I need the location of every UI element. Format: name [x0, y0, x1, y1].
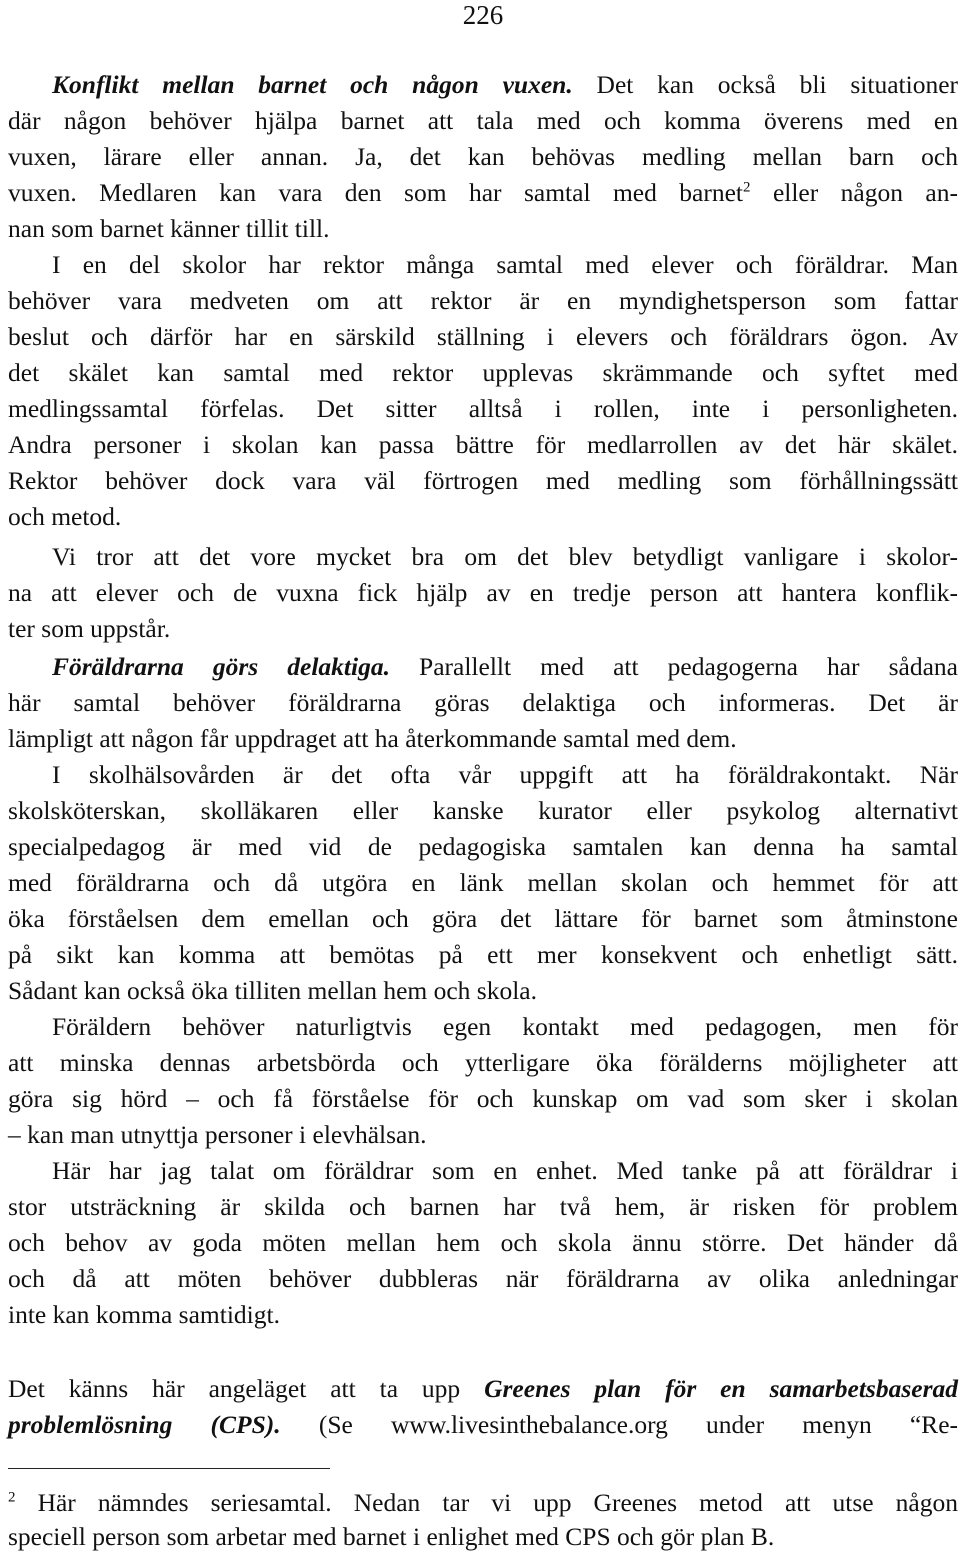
paragraph-line: på sikt kan komma att bemötas på ett mer konsekvent och enhetligt sätt. [8, 940, 958, 969]
paragraph-line: att minska dennas arbetsbörda och ytterligare öka förälderns möjligheter att [8, 1048, 958, 1077]
text-span: Parallellt med att pedagogerna har sådana [389, 652, 958, 681]
paragraph-line: Vi tror att det vore mycket bra om det blev betydligt vanligare i skolor- [52, 542, 958, 571]
paragraph-line: behöver vara medveten om att rektor är en myndighetsperson som fattar [8, 286, 958, 315]
paragraph-line: öka förståelsen dem emellan och göra det lättare för barnet som åtminstone [8, 904, 958, 933]
paragraph-line: ter som uppstår. [8, 614, 171, 643]
text-span: eller någon an- [750, 178, 958, 207]
paragraph-line: med föräldrarna och då utgöra en länk mellan skolan och hemmet för att [8, 868, 958, 897]
paragraph-line: – kan man utnyttja personer i elevhälsan. [8, 1120, 427, 1149]
paragraph-line: I skolhälsovården är det ofta vår uppgift att ha föräldrakontakt. När [52, 760, 958, 789]
paragraph-line [8, 178, 958, 208]
text-span: (Se www.livesinthebalance.org under menyn “Re- [280, 1410, 958, 1439]
text-span: vuxen. Medlaren kan vara den som har samtal med barnet [8, 178, 744, 207]
paragraph-line [8, 1410, 958, 1440]
paragraph-line: medlingssamtal förfelas. Det sitter alltså i rollen, inte i personligheten. [8, 394, 958, 423]
paragraph-line: och då att möten behöver dubbleras när föräldrarna av olika anledningar [8, 1264, 958, 1293]
paragraph-line: stor utsträckning är skilda och barnen har två hem, är risken för problem [8, 1192, 958, 1221]
footnote-divider [8, 1468, 330, 1469]
paragraph-line [8, 1374, 958, 1404]
paragraph-line: där någon behöver hjälpa barnet att tala med och komma överens med en [8, 106, 958, 135]
paragraph-line: det skälet kan samtal med rektor upplevas skrämmande och syftet med [8, 358, 958, 387]
paragraph-line: specialpedagog är med vid de pedagogiska samtalen kan denna ha samtal [8, 832, 958, 861]
section-heading-foraldrarna: Föräldrarna görs delaktiga. [52, 652, 390, 681]
text-span: Det kan också bli situationer [572, 70, 958, 99]
paragraph-line: beslut och därför har en särskild ställning i elevers och föräldrars ögon. Av [8, 322, 958, 351]
paragraph-line: nan som barnet känner tillit till. [8, 214, 330, 243]
paragraph-line: Andra personer i skolan kan passa bättre för medlarrollen av det här skälet. [8, 430, 958, 459]
paragraph-line: vuxen, lärare eller annan. Ja, det kan behövas medling mellan barn och [8, 142, 958, 171]
emphasis-cps: problemlösning (CPS). [8, 1410, 281, 1439]
footnote-line: speciell person som arbetar med barnet i enlighet med CPS och gör plan B. [8, 1522, 775, 1551]
paragraph-line: inte kan komma samtidigt. [8, 1300, 280, 1329]
paragraph-line [8, 652, 958, 682]
paragraph-line: na att elever och de vuxna fick hjälp av en tredje person att hantera konflik- [8, 578, 958, 607]
paragraph-line: och behov av goda möten mellan hem och skola ännu större. Det händer då [8, 1228, 958, 1257]
paragraph-line: Sådant kan också öka tilliten mellan hem och skola. [8, 976, 537, 1005]
text-span: Här nämndes seriesamtal. Nedan tar vi upp Greenes metod att utse någon [15, 1488, 958, 1517]
paragraph-line: skolsköterskan, skolläkaren eller kanske kurator eller psykolog alternativt [8, 796, 958, 825]
section-heading-konflikt: Konflikt mellan barnet och någon vuxen. [52, 70, 573, 99]
text-span: Det känns här angeläget att ta upp [8, 1374, 485, 1403]
paragraph-line: och metod. [8, 502, 122, 531]
footnote-marker: 2 [8, 1489, 16, 1506]
footnote-line [8, 1488, 958, 1518]
paragraph-line: lämpligt att någon får uppdraget att ha återkommande samtal med dem. [8, 724, 737, 753]
paragraph-line: här samtal behöver föräldrarna göras delaktiga och informeras. Det är [8, 688, 958, 717]
paragraph-line: göra sig hörd – och få förståelse för och kunskap om vad som sker i skolan [8, 1084, 958, 1113]
paragraph-line: Här har jag talat om föräldrar som en enhet. Med tanke på att föräldrar i [52, 1156, 958, 1185]
page-number: 226 [462, 0, 504, 30]
paragraph-line: Föräldern behöver naturligtvis egen kontakt med pedagogen, men för [52, 1012, 958, 1041]
paragraph-line [8, 70, 958, 100]
paragraph-line: Rektor behöver dock vara väl förtrogen med medling som förhållningssätt [8, 466, 958, 495]
footnote-ref: 2 [743, 179, 751, 196]
emphasis-greenes-plan: Greenes plan för en samarbetsbaserad [484, 1374, 958, 1403]
paragraph-line: I en del skolor har rektor många samtal med elever och föräldrar. Man [52, 250, 958, 279]
